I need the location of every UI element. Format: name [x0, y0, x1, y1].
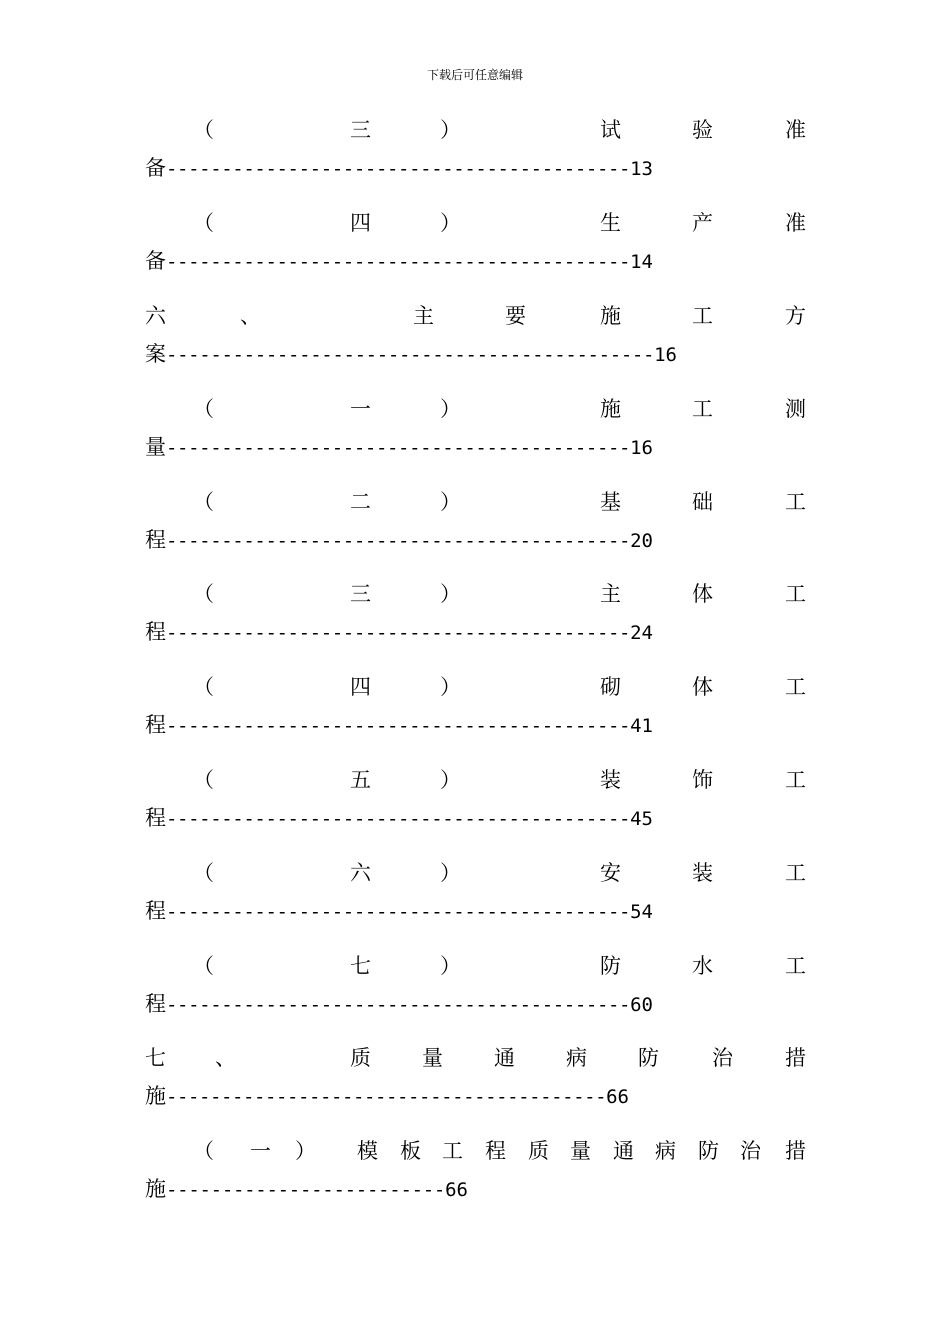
toc-title-char: 工 — [785, 582, 806, 606]
toc-title-char: 、 — [240, 304, 261, 328]
toc-entry-leader-line — [145, 524, 653, 552]
toc-title-char: ） — [440, 954, 461, 978]
toc-title-char: 病 — [655, 1139, 676, 1163]
toc-title-char: 一 — [350, 397, 371, 421]
toc-title-char: 防 — [600, 954, 621, 978]
toc-title-char: 主 — [413, 304, 434, 328]
toc-title-char: ） — [440, 490, 461, 514]
toc-title-char: （ — [193, 582, 214, 606]
toc-title-char: 防 — [698, 1139, 719, 1163]
toc-dot-leader: ------------------------------------------ — [166, 530, 631, 552]
toc-entry-title-line — [145, 671, 807, 699]
toc-entry-leader-line — [145, 1080, 629, 1108]
toc-title-char: 安 — [600, 861, 621, 885]
toc-title-char: 水 — [692, 954, 713, 978]
toc-title-char: 防 — [638, 1046, 659, 1070]
toc-dot-leader: ------------------------- — [166, 1179, 446, 1201]
toc-title-char: 六 — [350, 861, 371, 885]
toc-page-number: 60 — [630, 994, 653, 1016]
page-header: 下载后可任意编辑 — [426, 68, 523, 82]
toc-page-number: 16 — [630, 437, 653, 459]
toc-title-char: 工 — [692, 397, 713, 421]
toc-title-char: 措 — [785, 1046, 806, 1070]
toc-page-number: 13 — [630, 158, 653, 180]
toc-entry[interactable] — [145, 114, 807, 194]
toc-title-char: 工 — [785, 954, 806, 978]
toc-title-char: 二 — [350, 490, 371, 514]
toc-entry-title-line — [145, 486, 807, 514]
toc-entry-leader-line — [145, 895, 653, 923]
toc-title-char: ） — [440, 582, 461, 606]
toc-title-char: 板 — [400, 1139, 421, 1163]
toc-entry-leader-line — [145, 245, 653, 273]
toc-title-char: 基 — [600, 490, 621, 514]
toc-entry-title-line — [145, 857, 807, 885]
toc-title-char: 治 — [740, 1139, 761, 1163]
toc-entry-title-line — [145, 393, 807, 421]
toc-title-continuation: 程 — [145, 806, 166, 830]
toc-entry[interactable] — [145, 393, 807, 473]
toc-entry-leader-line — [145, 152, 653, 180]
toc-page-number: 20 — [630, 530, 653, 552]
toc-title-char: 饰 — [692, 768, 713, 792]
toc-title-continuation: 施 — [145, 1177, 166, 1201]
toc-title-char: 要 — [505, 304, 526, 328]
toc-entry-leader-line — [145, 802, 653, 830]
toc-title-char: 五 — [350, 768, 371, 792]
toc-title-continuation: 程 — [145, 992, 166, 1016]
toc-title-char: 础 — [692, 490, 713, 514]
toc-title-char: 七 — [145, 1046, 166, 1070]
toc-dot-leader: ------------------------------------------ — [166, 437, 631, 459]
toc-page-number: 54 — [630, 901, 653, 923]
toc-title-char: 施 — [600, 397, 621, 421]
toc-title-char: ） — [295, 1139, 316, 1163]
toc-title-char: 、 — [215, 1046, 236, 1070]
toc-title-char: （ — [193, 490, 214, 514]
toc-page-number: 24 — [630, 622, 653, 644]
toc-page-number: 66 — [606, 1086, 629, 1108]
toc-title-char: （ — [193, 1139, 214, 1163]
toc-title-char: ） — [440, 118, 461, 142]
toc-title-char: （ — [193, 211, 214, 235]
toc-title-char: 方 — [785, 304, 806, 328]
toc-title-continuation: 案 — [145, 342, 166, 366]
toc-title-char: 治 — [712, 1046, 733, 1070]
toc-title-char: 四 — [350, 211, 371, 235]
toc-entry[interactable] — [145, 207, 807, 287]
toc-title-char: 验 — [692, 118, 713, 142]
toc-title-char: （ — [193, 861, 214, 885]
toc-title-char: 量 — [570, 1139, 591, 1163]
toc-title-char: 砌 — [600, 675, 621, 699]
toc-title-char: 准 — [785, 118, 806, 142]
toc-entry-title-line — [145, 578, 807, 606]
toc-entry-title-line — [145, 950, 807, 978]
toc-title-char: 六 — [145, 304, 166, 328]
toc-title-char: 工 — [785, 675, 806, 699]
toc-title-char: ） — [440, 861, 461, 885]
toc-title-char: ） — [440, 768, 461, 792]
toc-title-char: 生 — [600, 211, 621, 235]
toc-entry-title-line — [145, 1135, 807, 1163]
toc-title-char: 量 — [422, 1046, 443, 1070]
toc-title-char: 四 — [350, 675, 371, 699]
toc-entry[interactable] — [145, 857, 807, 937]
toc-entry[interactable] — [145, 300, 807, 380]
toc-entry-leader-line — [145, 338, 677, 366]
toc-entry-title-line — [145, 207, 807, 235]
toc-title-continuation: 施 — [145, 1084, 166, 1108]
toc-entry-leader-line — [145, 616, 653, 644]
toc-title-char: 产 — [692, 211, 713, 235]
toc-title-char: 体 — [692, 582, 713, 606]
toc-title-char: 主 — [600, 582, 621, 606]
toc-dot-leader: -------------------------------------------- — [166, 344, 655, 366]
toc-title-char: ） — [440, 397, 461, 421]
toc-title-char: 体 — [692, 675, 713, 699]
toc-entry-leader-line — [145, 1173, 468, 1201]
toc-entry[interactable] — [145, 486, 807, 566]
toc-dot-leader: ------------------------------------------ — [166, 901, 631, 923]
toc-title-char: 措 — [785, 1139, 806, 1163]
toc-entry-title-line — [145, 300, 807, 328]
toc-entry[interactable] — [145, 950, 807, 1030]
toc-title-char: 工 — [785, 768, 806, 792]
toc-title-char: 工 — [692, 304, 713, 328]
toc-title-char: ） — [440, 211, 461, 235]
toc-title-char: 工 — [785, 861, 806, 885]
toc-title-char: 工 — [442, 1139, 463, 1163]
toc-title-char: 七 — [350, 954, 371, 978]
toc-page-number: 66 — [445, 1179, 468, 1201]
toc-page-number: 14 — [630, 251, 653, 273]
toc-title-char: 工 — [785, 490, 806, 514]
toc-title-char: 装 — [692, 861, 713, 885]
toc-title-char: 三 — [350, 118, 371, 142]
toc-dot-leader: ---------------------------------------- — [166, 1086, 607, 1108]
toc-title-char: 模 — [357, 1139, 378, 1163]
toc-title-char: （ — [193, 118, 214, 142]
toc-dot-leader: ------------------------------------------ — [166, 715, 631, 737]
toc-page-number: 41 — [630, 715, 653, 737]
toc-title-char: 通 — [494, 1046, 515, 1070]
toc-title-char: 质 — [528, 1139, 549, 1163]
toc-entry[interactable] — [145, 764, 807, 844]
toc-title-char: 施 — [600, 304, 621, 328]
toc-title-char: ） — [440, 675, 461, 699]
toc-title-continuation: 程 — [145, 713, 166, 737]
toc-dot-leader: ------------------------------------------ — [166, 994, 631, 1016]
toc-title-char: 病 — [566, 1046, 587, 1070]
toc-title-continuation: 备 — [145, 249, 166, 273]
toc-entry[interactable] — [145, 671, 807, 751]
toc-entry[interactable] — [145, 578, 807, 658]
toc-title-char: 准 — [785, 211, 806, 235]
toc-title-char: 测 — [785, 397, 806, 421]
toc-dot-leader: ------------------------------------------ — [166, 158, 631, 180]
toc-title-char: 质 — [350, 1046, 371, 1070]
toc-title-char: 通 — [613, 1139, 634, 1163]
toc-entry-title-line — [145, 1042, 807, 1070]
toc-dot-leader: ------------------------------------------ — [166, 622, 631, 644]
toc-entry-title-line — [145, 114, 807, 142]
toc-title-continuation: 程 — [145, 620, 166, 644]
toc-title-char: 装 — [600, 768, 621, 792]
toc-entry-leader-line — [145, 431, 653, 459]
toc-entry[interactable] — [145, 1042, 807, 1122]
toc-title-continuation: 量 — [145, 435, 166, 459]
toc-title-char: （ — [193, 954, 214, 978]
toc-dot-leader: ------------------------------------------ — [166, 808, 631, 830]
toc-dot-leader: ------------------------------------------ — [166, 251, 631, 273]
toc-title-char: （ — [193, 768, 214, 792]
toc-title-continuation: 备 — [145, 156, 166, 180]
toc-title-continuation: 程 — [145, 528, 166, 552]
toc-entry-leader-line — [145, 988, 653, 1016]
toc-title-char: 一 — [250, 1139, 271, 1163]
toc-title-char: （ — [193, 397, 214, 421]
toc-title-continuation: 程 — [145, 899, 166, 923]
toc-entry[interactable] — [145, 1135, 807, 1215]
toc-title-char: 试 — [600, 118, 621, 142]
toc-entry-leader-line — [145, 709, 653, 737]
toc-title-char: （ — [193, 675, 214, 699]
toc-title-char: 三 — [350, 582, 371, 606]
toc-entry-title-line — [145, 764, 807, 792]
toc-title-char: 程 — [485, 1139, 506, 1163]
toc-page-number: 45 — [630, 808, 653, 830]
toc-page-number: 16 — [654, 344, 677, 366]
